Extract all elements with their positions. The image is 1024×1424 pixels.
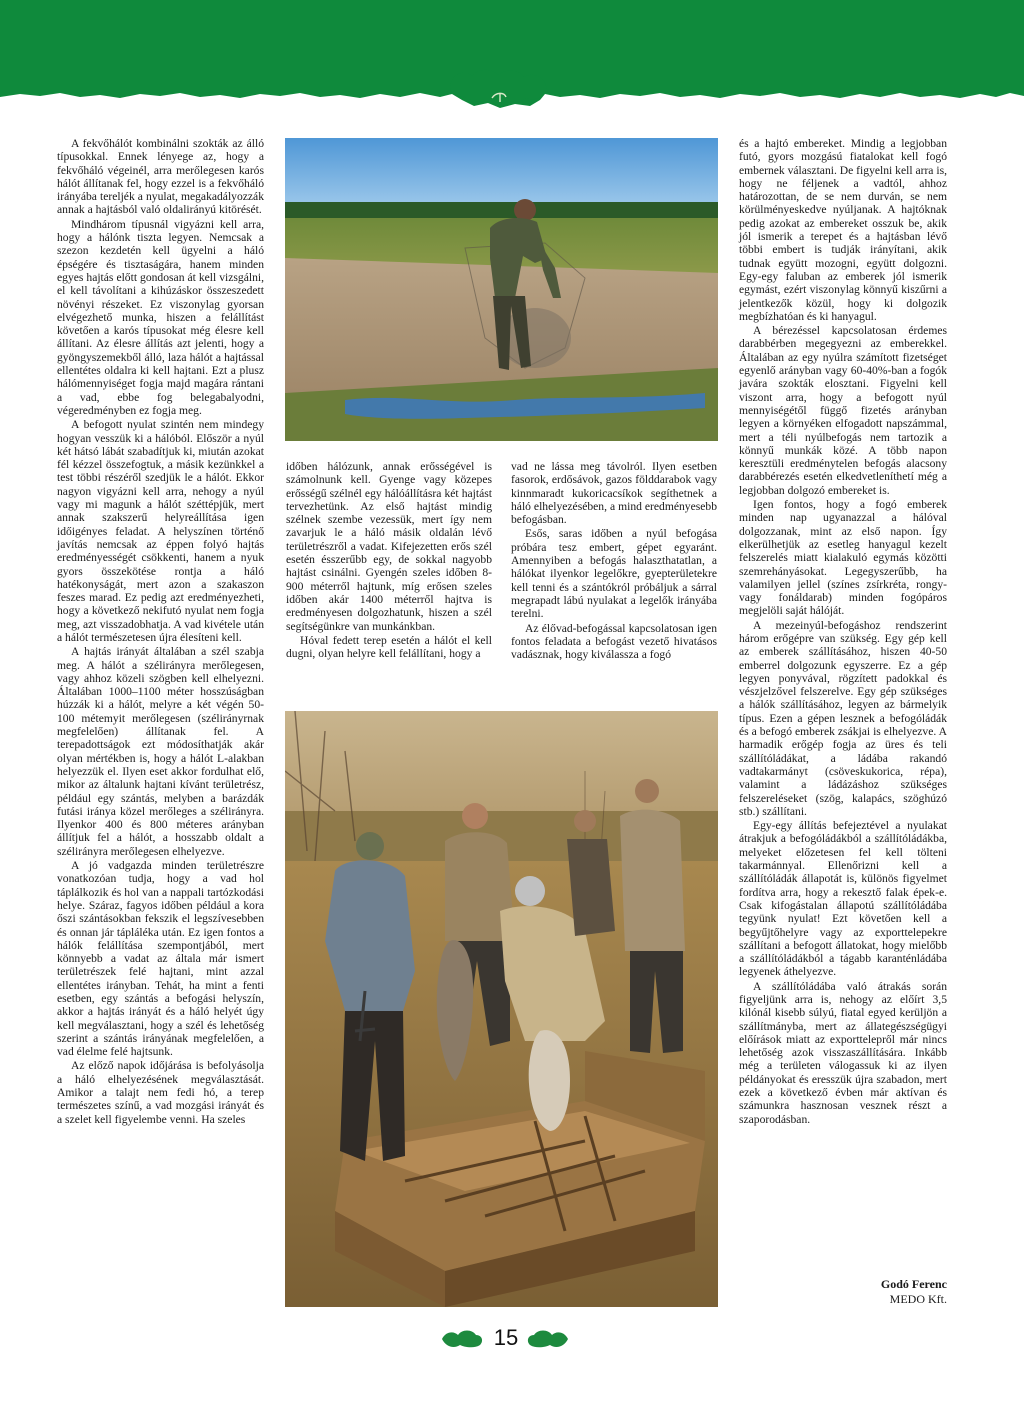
author-signature: [881, 1277, 947, 1307]
paragraph: Esős, saras időben a nyúl befogása próbára tesz embert, gépet egyaránt. Amennyiben a befogás halaszthatatlan, a hálókat ilyenkor legelőkre, gyepterületekre kell tenni és a szántókról próbáljuk a sárral megrapadt lábú nyulakat a legelők irányába terelni.: [511, 527, 717, 621]
paragraph: vad ne lássa meg távolról. Ilyen esetben fasorok, erdősávok, gazos földdarabok vagy kinnmaradt kukoricacsíkok segíthetnek a háló elhelyezésében, a mind eredményesebb befogásban.: [511, 460, 717, 527]
paragraph: és a hajtó embereket. Mindig a legjobban futó, gyors mozgású fiatalokat kell fogó embernek választani. De figyelni kell arra is, hogy ne féljenek a vadtól, ahhoz határozottan, de se nem durván, se nem körülményeskedve nyúljanak. A hajtóknak pedig azokat az embereket osszuk be, akik jól ismerik a terepet és a hajtásban lévő többi embert is tudják irányítani, akik tudnak együtt mozogni, együtt dolgozni. Egy-egy faluban az emberek jól ismerik egymást, ezért viszonylag könnyű kiszűrni a jelentkezők közül, hogy ki dolgozik megbízhatóan és ki hanyagul.: [739, 137, 947, 323]
author-name: Godó Ferenc: [880, 1277, 947, 1291]
leaf-ornament-left-icon: [440, 1327, 484, 1349]
header-green-band: [0, 0, 1024, 110]
author-organization: MEDO Kft.: [889, 1292, 947, 1306]
paragraph: időben hálózunk, annak erősségével is számolnunk kell. Gyenge vagy közepes erősségű szélnél egy hálóállításra két hajtást tervezhetünk. Az első hajtást mindig szélnek szembe vezessük, mert így nem zavarjuk le a háló másik oldalán lévő területrészről a vadat. Kifejezetten erős szél esetén ésszerűbb egy, de sokkal nagyobb hajtást csinálni. Gyengén szeles időben 8-900 méterről hajtunk, míg erősen szeles időben akár 1400 méterről hajtva is eredményesen dolgozhatunk, hiszen a szél segítségünkre van munkánkban.: [286, 460, 492, 633]
paragraph: A befogott nyulat szintén nem mindegy hogyan vesszük ki a hálóból. Először a nyúl két hátsó lábát szabadítjuk ki, miután azokat fél kézzel összefogtuk, a másik kezünkkel a test többi részéről szedjük le a hálót. Ekkor nagyon vigyázni kell arra, nehogy a nyúl vagy mi magunk a hálót széttépjük, mert annak szakszerű helyreállítása igen időigényes feladat. A helyszínen történő javítás nemcsak az éppen folyó hajtás eredményességét csökkenti, hanem a nyuk gyors összekötése rontja a háló hatékonyságát, mert azon a szakaszon feszes marad. Ez pedig azt eredményezheti, hogy a következő nekifutó nyulat nem fogja meg, azt visszadobhatja. A vad kivétele után a hálót természetesen újra élesíteni kell.: [57, 418, 264, 644]
paragraph: Mindhárom típusnál vigyázni kell arra, hogy a hálónk tiszta legyen. Nemcsak a szezon kezdetén kell ügyelni a háló épségére és tisztaságára, hanem minden egyes hajtás előtt gondosan át kell vizsgálni, el kell távolítani a kihúzáskor összeszedett növényi részeket. Ez viszonylag gyorsan elvégezhető munka, hiszen a felállítást követően a karós típusokat még élesre kell állítani. Az élesre állítás azt jelenti, hogy a gyöngyszemekből álló, laza hálót a hajtással ellentétes oldalra ki kell hajtani. Ezt a plusz hálómennyiséget fogja majd magára rántani a vad, ebbe fog belegabalyodni, végeredményben ez fogja meg.: [57, 217, 264, 417]
article-column-2: [286, 460, 492, 660]
page-number: 15: [493, 1325, 519, 1350]
photo-hares-into-crates: [285, 711, 718, 1307]
article-column-4: [739, 137, 947, 1126]
article-column-1: [57, 137, 264, 1126]
header-band: [0, 0, 1024, 110]
paragraph: Hóval fedett terep esetén a hálót el kell dugni, olyan helyre kell felállítani, hogy a: [286, 633, 492, 661]
paragraph: Az előző napok időjárása is befolyásolja a háló elhelyezésének megválasztását. Amikor a talajt nem fedi hó, a terep természetes színű, a vad mozgási irányát és a szelet kell figyelembe venni. Ha szeles: [57, 1059, 264, 1126]
paragraph: A jó vadgazda minden területrészre vonatkozóan tudja, hogy a vad hol táplálkozik és hol van a nappali tartózkodási helye. Száraz, fagyos időben például a kora őszi szántásokban fekszik el legszívesebben és onnan jár táplálékа után. Ez igen fontos a hálók felállítása szempontjából, mert könnyebb a vadat az általa már ismert területrészek felé hajtani, mint azzal ellentétes irányban. Tehát, ha mint a fenti esetben, egy szántás a befogási helyszín, akkor a hajtás irányát és a háló helyét úgy kell megválasztani, hogy a szél és lehetőség szerint a szántás irányának megfelelően, a vad élelme felé hajtsunk.: [57, 859, 264, 1059]
paragraph: A bérezéssel kapcsolatosan érdemes darabbérben megegyezni az emberekkel. Általában az egy nyúlra számított fizetséget egyenlő arányban vagy 60-40%-ban a fogók javára szokták elosztani. Figyelni kell viszont arra, hogy a befogott nyúl mennyiségétől függő fizetés arányban legyen a környéken elfogadott napszámmal, mert a téli nyúlbefogás nem tartozik a könnyű munkák közé. A több napon keresztüli eredménytelen befogás alacsony darabbérezés esetén elkedvetleníthetí még a legjobban dolgozó embereket is.: [739, 324, 947, 497]
article-column-3: [511, 460, 717, 661]
paragraph: Igen fontos, hogy a fogó emberek minden nap ugyanazzal a hálóval dolgozzanak, mint az első napon. Így elkerülhetjük az esetleg hanyagul kezelt felszerelés miatt kialakuló egymás közötti szemrehányásokat. Legegyszerűbb, ha valamilyen jellel (színes zsírkréta, rongy- vagy fonáldarab) minden fogópáros megjelöli saját hálóját.: [739, 498, 947, 618]
paragraph: A hajtás irányát általában a szél szabja meg. A hálót a szélirányra merőlegesen, vagy ahhoz közeli szögben kell elhelyezni. Általában 1000–1100 méter hosszúságban húzzák ki a hálót, melyre a két végén 50-100 métemyit merőlegesen (szélirányrnak megfelelően) állítanak fel. A terepadottságok ezt módosíthatják akár olyan mértékben is, hogy a hálót L-alakban helyezzük el. Ilyen eset akkor fordulhat elő, mikor az általunk hajtani kívánt területrész, például egy szántás, melyben a barázdák futási iránya közel merőleges a szélirányra. Ilyenkor 400 és 800 méteres arányban állítjuk fel a hálót, a hosszabb oldalt a szélirányra merőlegesen elhelyezve.: [57, 645, 264, 858]
leaf-ornament-right-icon: [526, 1327, 570, 1349]
paragraph: A szállítóládába való átrakás során figyeljünk arra is, nehogy az előírt 3,5 kilónál kisebb súlyú, fiatal egyed kerüljön a szállítmányba, mert az állategészségügyi előírások miatt az exporttelepről már nincs lehetőség azok visszaszállítására. Inkább még a területen válogassuk ki az ilyen példányokat és eresszük újra szabadon, mert ezek a következő évben már aktívan és számunkra hasznosan vesznek részt a szaporodásban.: [739, 979, 947, 1126]
paragraph: A fekvőhálót kombinálni szokták az álló típusokkal. Ennek lényege az, hogy a fekvőháló végeinél, arra merőlegesen karós hálót állítanak fel, hogy ezzel is a fekvőháló irányába tereljék a nyulat, megakadályozzák annak a hajtásból való oldalirányú kitörését.: [57, 137, 264, 217]
paragraph: Az élővad-befogással kapcsolatosan igen fontos feladata a befogást vezető hivatásos vadásznak, hogy kiválassza a fogó: [511, 621, 717, 662]
photo-man-with-net: [285, 138, 718, 441]
paragraph: A mezeinyúl-befogáshoz rendszerint három erőgépre van szükség. Egy gép kell az emberek szállításához, hiszen 40-50 emberrel dolgozunk egyszerre. Ez a gép legyen ponyvával, rögzített padokkal és vészjelzővel felszerelve. Egy gép szükséges a hálók szállításához, legyen az bármelyik típus. Ezen a gépen lesznek a befogóládák és a befogó emberek zsákjai is elhelyezve. A harmadik erőgép fogja az üres és teli szállítóládákat, a ládába rakandó vadtakarmányt (csöveskukorica, répa), valamint a ládázáshoz szükséges felszereléseket (szög, kalapács, szöghúzó stb.) szállítani.: [739, 618, 947, 818]
paragraph: Egy-egy állítás befejeztével a nyulakat átrakjuk a befogóládákból a szállítóládákba, melyeket előzetesen fel kell tölteni takarmánnyal. Ellenőrizni kell a szállítóládák állapotát is, különös figyelmet fordítva arra, hogy a rekesztő falak épek-e. Csak kifogástalan állapotú szállítóládába tegyünk nyulat! Ezt követően kell a begyűjtőhelyre vagy az exporttelepekre szállítani a befogott állatokat, hogy mielőbb a szállítóládákból a tágabb karanténládába legyenek áthelyezve.: [739, 819, 947, 979]
